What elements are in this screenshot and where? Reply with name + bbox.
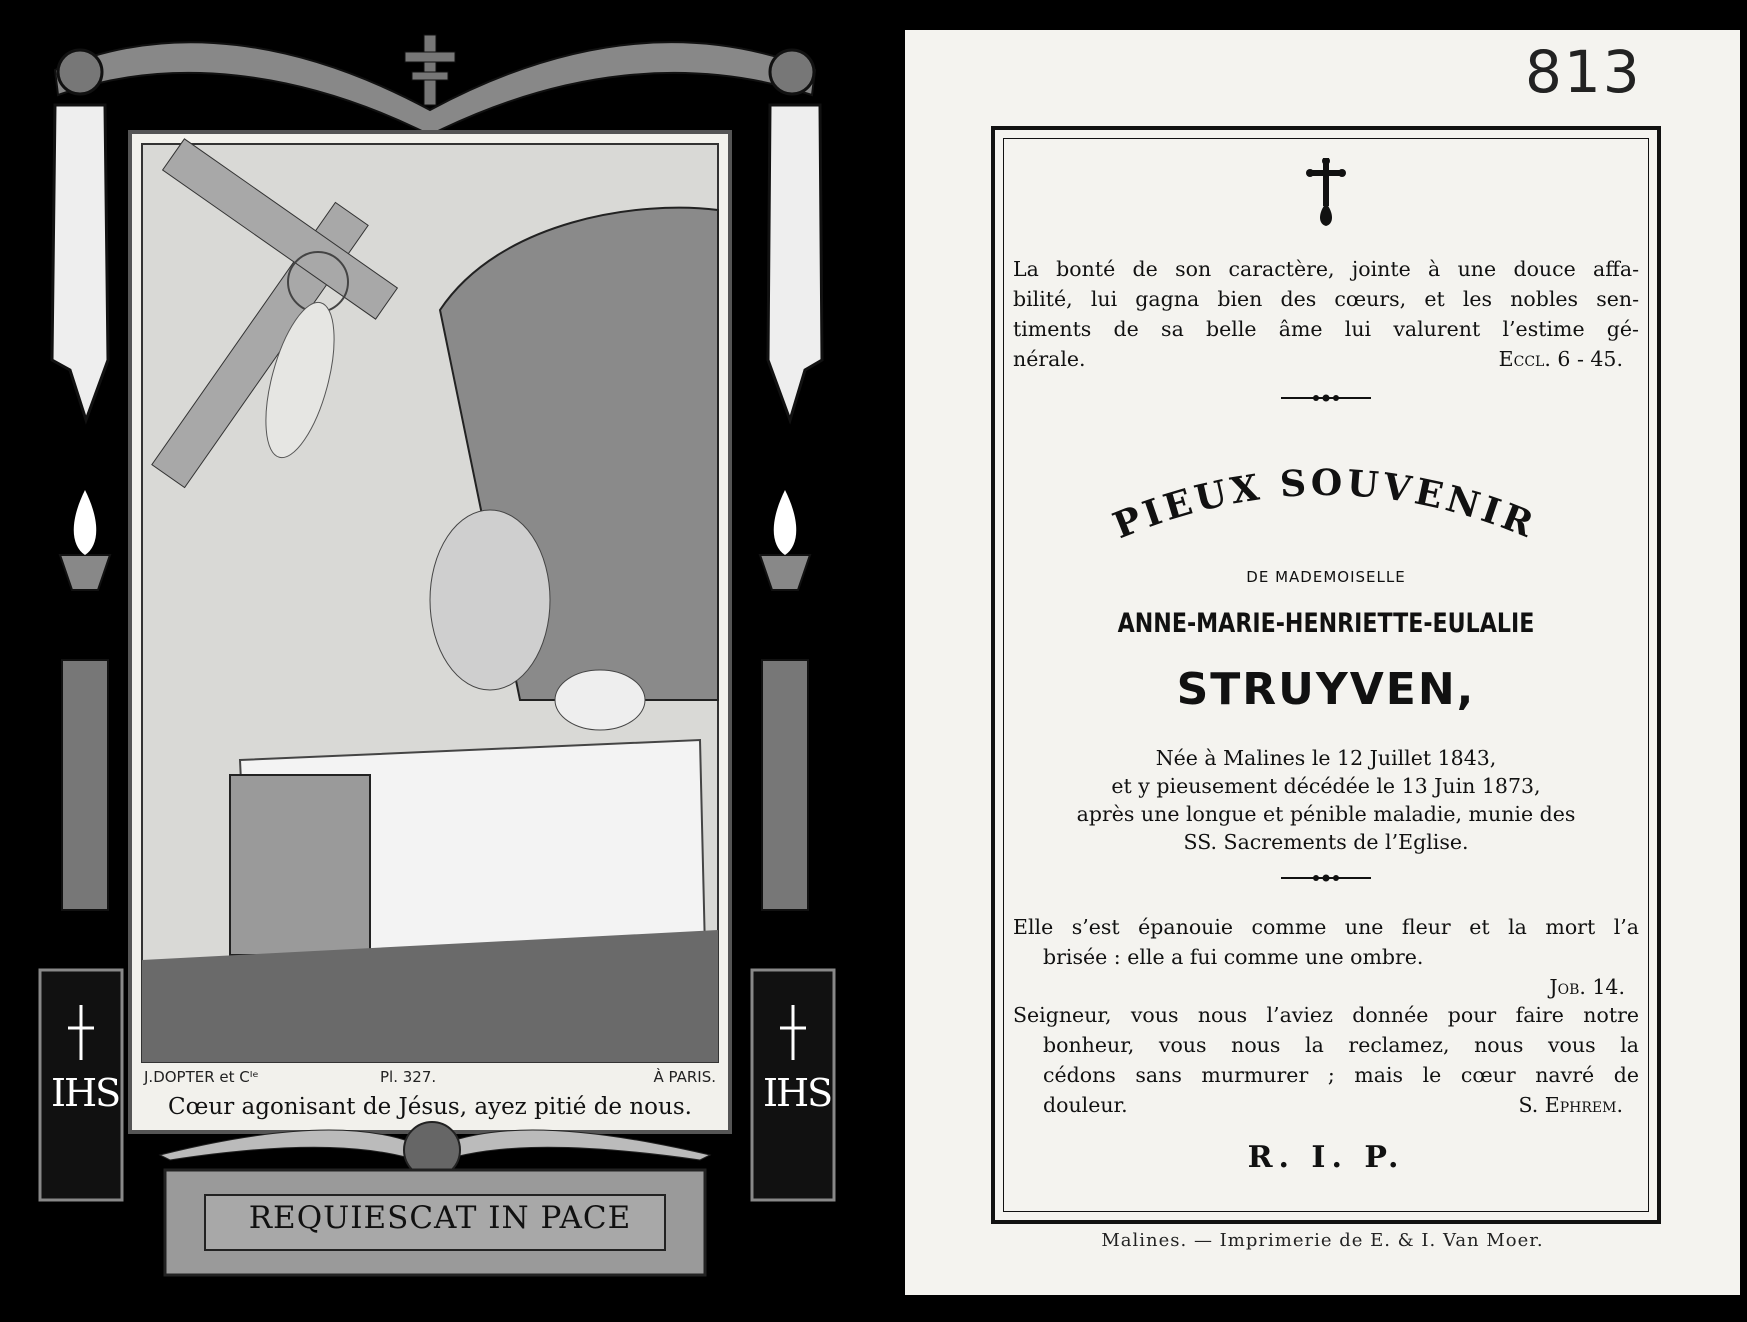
cross-icon	[1306, 158, 1346, 228]
ihs-monogram-right: IHS	[763, 1071, 832, 1115]
quote-reference: S. Ephrem.	[1518, 1093, 1623, 1117]
plate-number: Pl. 327.	[380, 1068, 437, 1086]
quote-line: brisée : elle a fui comme une ombre.	[1043, 945, 1424, 969]
card-front-illustration	[0, 0, 865, 1322]
drape-left	[52, 105, 108, 420]
quote-line: douleur.	[1043, 1093, 1128, 1117]
patient-figure	[555, 670, 645, 730]
quote-line: cédons sans murmurer ; mais le cœur navré de	[1043, 1063, 1639, 1087]
epigraph-line: bilité, lui gagna bien des cœurs, et les nobles sen-	[1013, 287, 1639, 311]
printer-credit: Malines. — Imprimerie de E. & I. Van Moer.	[1101, 1230, 1544, 1251]
divider-ornament-icon	[1281, 392, 1371, 404]
ihs-monogram-left: IHS	[51, 1071, 120, 1115]
biography-line: SS. Sacrements de l’Eglise.	[1183, 830, 1469, 854]
top-cross-icon	[405, 35, 455, 105]
engraving-caption	[140, 1068, 720, 1090]
torch-left	[60, 490, 110, 910]
biography-line: et y pieusement décédée le 13 Juin 1873,	[1111, 774, 1541, 798]
prayer-caption: Cœur agonisant de Jésus, ayez pitié de nous.	[168, 1094, 692, 1120]
quote-line: Seigneur, vous nous l’aviez donnée pour faire notre	[1013, 1003, 1639, 1027]
quote-reference: Job. 14.	[1549, 975, 1625, 999]
text-frame	[991, 126, 1661, 1224]
memorial-card-front	[0, 0, 865, 1322]
quote-job	[1013, 912, 1639, 1002]
pieux-souvenir-heading	[1065, 455, 1585, 565]
heading-text: PIEUX SOUVENIR	[1107, 461, 1543, 548]
rosette-right	[770, 50, 814, 94]
epigraph-last-line	[1013, 344, 1639, 374]
epigraph	[1013, 254, 1639, 374]
quote-line: bonheur, vous nous la reclamez, nous vous la	[1043, 1033, 1639, 1057]
epigraph-line: nérale.	[1013, 347, 1086, 371]
quote-ephrem	[1013, 1000, 1639, 1120]
rip-text: R. I. P.	[1247, 1140, 1405, 1175]
drape-right	[768, 105, 822, 420]
publisher-credit: J.DOPTER et Cᴵᵉ	[144, 1068, 259, 1086]
quote-last-line	[1013, 1090, 1639, 1120]
epigraph-line: timents de sa belle âme lui valurent l’estime gé-	[1013, 317, 1639, 341]
memorial-card-back	[905, 30, 1740, 1295]
biography-line: après une longue et pénible maladie, munie des	[1076, 802, 1576, 826]
surname: STRUYVEN,	[1176, 664, 1476, 715]
divider-ornament-icon	[1281, 872, 1371, 884]
publication-place: À PARIS.	[653, 1068, 716, 1086]
torch-right	[760, 490, 810, 910]
given-names: ANNE-MARIE-HENRIETTE-EULALIE	[1117, 608, 1535, 639]
catalog-number: 813	[1525, 38, 1642, 106]
biography-line: Née à Malines le 12 Juillet 1843,	[1155, 746, 1497, 770]
rosette-left	[58, 50, 102, 94]
epigraph-reference: Eccl. 6 - 45.	[1498, 347, 1623, 371]
epigraph-line: La bonté de son caractère, jointe à une douce affa-	[1013, 257, 1639, 281]
angel-figure	[430, 510, 550, 690]
requiescat-banner: REQUIESCAT IN PACE	[248, 1200, 632, 1236]
subheading: DE MADEMOISELLE	[1246, 568, 1406, 586]
bed-footboard	[230, 775, 370, 955]
quote-line: Elle s’est épanouie comme une fleur et la mort l’a	[1013, 915, 1639, 939]
svg-text:PIEUX SOUVENIR	[1107, 462, 1542, 547]
